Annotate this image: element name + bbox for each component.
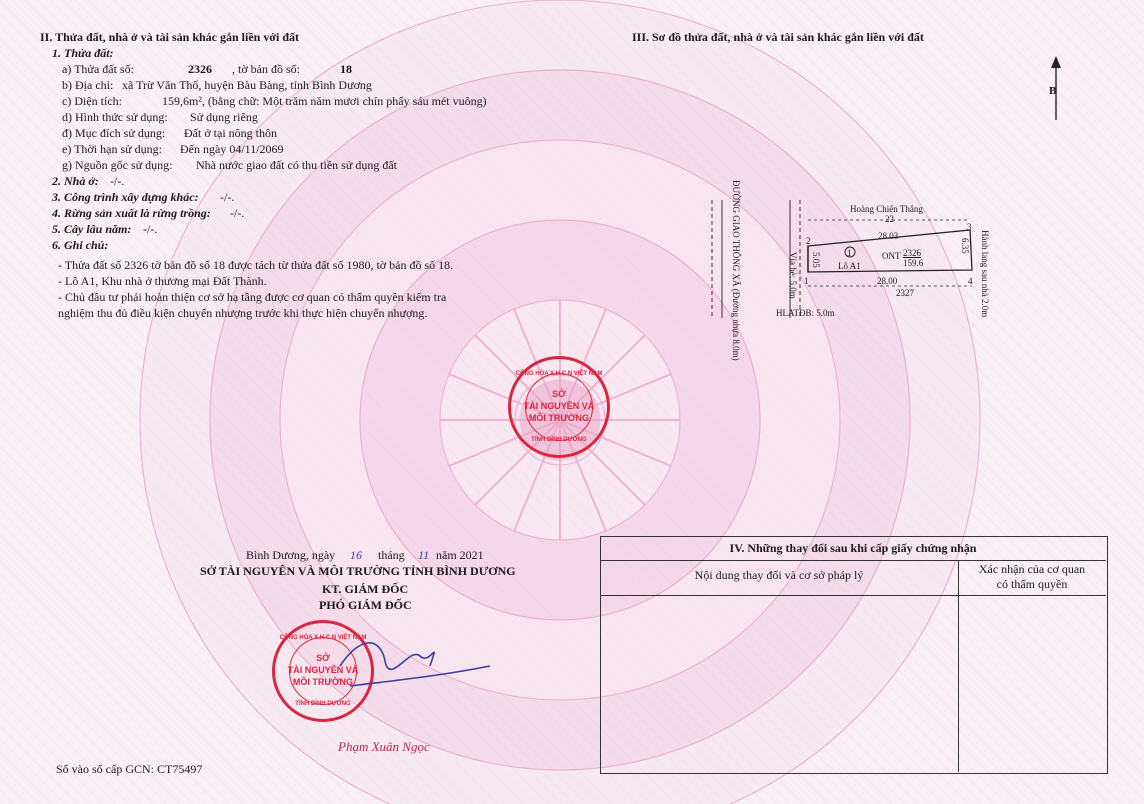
- official-seal-signature: CỘNG HÒA X.H.C.N VIỆT NAM SỞ TÀI NGUYÊN VÀ MÔI TRƯỜNG TỈNH BÌNH DƯƠNG: [272, 620, 374, 722]
- deputy-director: PHÓ GIÁM ĐỐC: [319, 598, 412, 612]
- changes-col-content: Nội dung thay đổi và cơ sở pháp lý: [694, 568, 864, 582]
- note-3a: - Chủ đầu tư phải hoàn thiện cơ sở hạ tầng được cơ quan có thẩm quyền kiểm tra: [58, 290, 447, 304]
- date-month-label: tháng: [378, 548, 405, 562]
- below-parcel-number: 2327: [896, 288, 914, 298]
- address-label: b) Địa chỉ:: [62, 78, 114, 92]
- usage-form-label: d) Hình thức sử dụng:: [62, 110, 168, 124]
- neighbor-number: 22: [885, 214, 894, 224]
- date-month: 11: [418, 548, 430, 562]
- section-6-title: 6. Ghi chú:: [52, 238, 109, 252]
- right-road-label: Hành lang sau nhà 2.0m: [980, 230, 990, 318]
- point-1: 1: [804, 276, 809, 286]
- section-1-title: 1. Thửa đất:: [52, 46, 114, 60]
- left-side-length: 5.05: [811, 252, 821, 268]
- official-seal-center: CỘNG HÒA X.H.C.N VIỆT NAM SỞ TÀI NGUYÊN VÀ MÔI TRƯỜNG TỈNH BÌNH DƯƠNG: [508, 356, 610, 458]
- lot-number: 2326: [903, 248, 921, 258]
- signer-name: Phạm Xuân Ngọc: [338, 739, 430, 754]
- note-3b: nghiệm thu đủ điều kiện chuyển nhượng trước khi thực hiện chuyển nhượng.: [58, 306, 428, 320]
- section-iii-heading: III. Sơ đồ thửa đất, nhà ở và tài sản khác gắn liền với đất: [632, 30, 924, 44]
- changes-table-title: IV. Những thay đổi sau khi cấp giấy chứng nhận: [729, 541, 977, 555]
- bottom-length: 28.00: [877, 276, 898, 286]
- sidewalk-label: Vỉa hè: 5.0m: [788, 252, 798, 299]
- section-4-value: -/-.: [230, 206, 245, 220]
- map-sheet-value: 18: [340, 62, 352, 76]
- north-label: B: [1049, 85, 1057, 97]
- usage-term-value: Đến ngày 04/11/2069: [180, 142, 284, 156]
- section-4-title: 4. Rừng sản xuất là rừng trồng:: [52, 206, 211, 220]
- section-5-title: 5. Cây lâu năm:: [52, 222, 132, 236]
- date-prefix: Bình Dương, ngày: [246, 548, 336, 562]
- right-side-length: 6.35: [960, 238, 970, 254]
- changes-table-header-line: [600, 595, 1106, 596]
- usage-origin-label: g) Nguồn gốc sử dụng:: [62, 158, 173, 172]
- usage-term-label: e) Thời hạn sử dụng:: [62, 142, 162, 156]
- date-year: năm 2021: [436, 548, 484, 562]
- usage-purpose-value: Đất ở tại nông thôn: [184, 126, 277, 140]
- area-label: c) Diện tích:: [62, 94, 122, 108]
- hlatdb-label: HLATĐB: 5.0m: [776, 308, 835, 318]
- usage-purpose-label: đ) Mục đích sử dụng:: [62, 126, 166, 140]
- point-2: 2: [806, 236, 811, 246]
- parcel-number-value: 2326: [188, 62, 212, 76]
- section-2-title: 2. Nhà ở:: [52, 174, 99, 188]
- point-3: 3: [967, 222, 972, 232]
- lot-code: Lô A1: [838, 261, 861, 271]
- note-1: - Thửa đất số 2326 tờ bản đồ số 18 được tách từ thửa đất số 1980, tờ bản đồ số 18.: [58, 258, 454, 272]
- point-4: 4: [968, 276, 973, 286]
- section-2-value: -/-.: [110, 174, 125, 188]
- date-day: 16: [350, 548, 362, 562]
- section-3-value: -/-.: [220, 190, 235, 204]
- gcn-number: Số vào sổ cấp GCN: CT75497: [56, 762, 203, 776]
- usage-form-value: Sử dụng riêng: [190, 110, 258, 124]
- changes-table-divider: [958, 560, 959, 772]
- usage-origin-value: Nhà nước giao đất có thu tiền sử dụng đất: [196, 158, 397, 172]
- lot-area: 159.6: [903, 258, 924, 268]
- issuing-org: SỞ TÀI NGUYÊN VÀ MÔI TRƯỜNG TỈNH BÌNH DƯƠNG: [200, 564, 516, 578]
- section-5-value: -/-.: [143, 222, 158, 236]
- parcel-number-label: a) Thửa đất số:: [62, 62, 134, 76]
- top-length: 28.03: [878, 231, 899, 241]
- neighbor-name: Hoàng Chiến Thắng: [850, 204, 923, 214]
- lot-circle-number: 1: [847, 248, 852, 258]
- acting-director: KT. GIÁM ĐỐC: [322, 582, 409, 596]
- lot-type: ONT: [882, 251, 901, 261]
- note-2: - Lô A1, Khu nhà ở thương mại Đất Thành.: [58, 274, 267, 288]
- area-value: 159,6m², (bằng chữ: Một trăm năm mươi chín phẩy sáu mét vuông): [162, 94, 487, 108]
- section-ii-heading: II. Thửa đất, nhà ở và tài sản khác gắn liền với đất: [40, 30, 300, 44]
- map-sheet-label: , tờ bản đồ số:: [232, 62, 301, 76]
- section-3-title: 3. Công trình xây dựng khác:: [52, 190, 199, 204]
- address-value: xã Trừ Văn Thố, huyện Bàu Bàng, tỉnh Bình Dương: [122, 78, 372, 92]
- road-label: ĐƯỜNG GIAO THÔNG XÃ (Đường nhựa 8.0m): [731, 180, 741, 361]
- changes-col-confirm-b: có thẩm quyền: [996, 577, 1068, 591]
- signature-scribble: [330, 626, 500, 706]
- changes-col-confirm-a: Xác nhận của cơ quan: [978, 562, 1086, 576]
